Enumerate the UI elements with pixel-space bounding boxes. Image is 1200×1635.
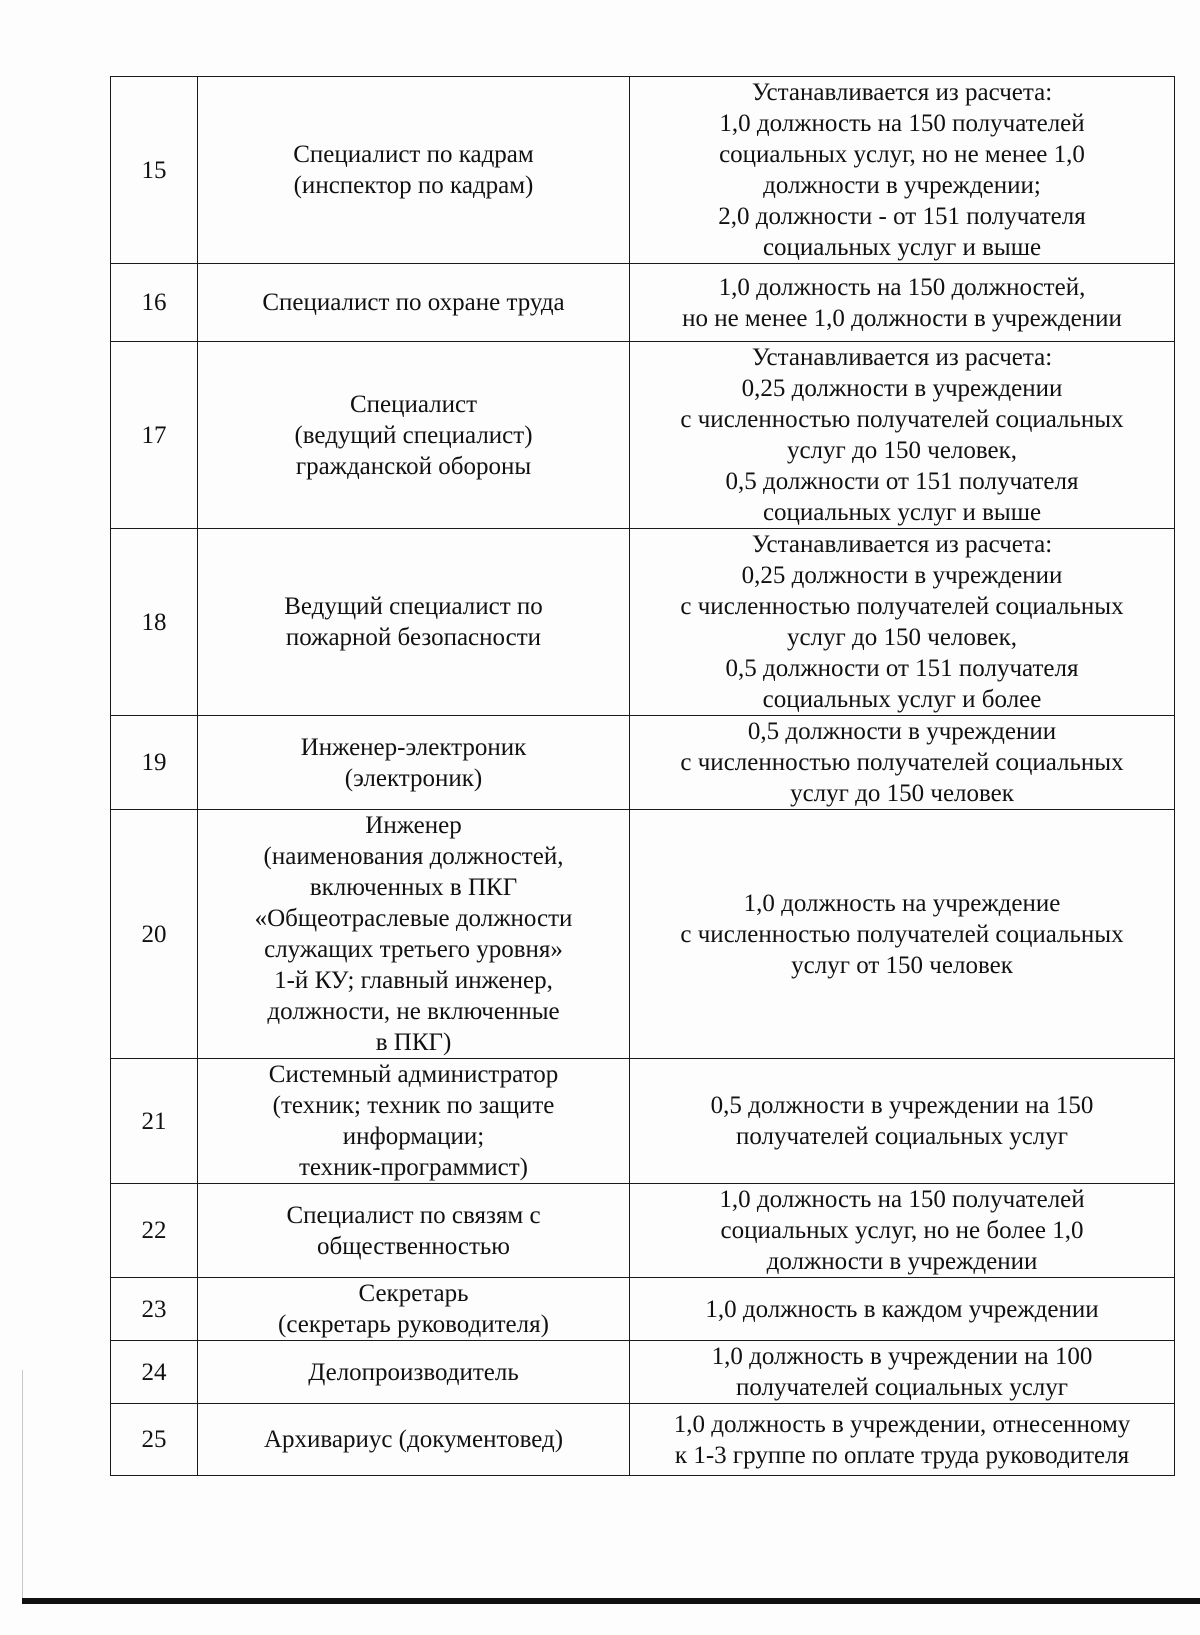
position-text-line: Архивариус (документовед) — [263, 1426, 564, 1453]
row-number-cell: 20 — [111, 810, 198, 1059]
norm-cell — [630, 529, 1175, 716]
norm-text-line: Устанавливается из расчета: — [751, 531, 1053, 558]
position-cell — [198, 810, 630, 1059]
norm-text-line: 0,5 должности от 151 получателя — [725, 655, 1079, 682]
position-cell — [198, 1184, 630, 1278]
position-text-line: включенных в ПКГ — [309, 874, 518, 901]
position-text-line: «Общеотраслевые должности — [254, 905, 573, 932]
position-cell — [198, 1278, 630, 1341]
row-number-cell: 25 — [111, 1404, 198, 1476]
norm-text-line: получателей социальных услуг — [735, 1374, 1069, 1401]
position-cell — [198, 1341, 630, 1404]
position-cell — [198, 342, 630, 529]
position-text-line: общественностью — [317, 1232, 510, 1260]
position-text-line: Специалист — [349, 390, 478, 418]
position-text-line: гражданской обороны — [295, 452, 532, 480]
table-row — [111, 529, 1175, 716]
position-text-line: (наименования должностей, — [263, 843, 564, 870]
norm-text-line: 1,0 должность в каждом учреждении — [705, 1295, 1099, 1323]
norm-text-line: с численностью получателей социальных — [680, 749, 1124, 776]
position-text-line: 1-й КУ; главный инженер, — [274, 967, 553, 994]
norm-cell — [630, 77, 1175, 264]
norm-cell — [630, 716, 1175, 810]
table-body — [111, 77, 1175, 1476]
position-text-line: информации; — [342, 1123, 485, 1150]
row-number-cell: 22 — [111, 1184, 198, 1278]
norm-text-line: 1,0 должность в учреждении на 100 — [711, 1343, 1093, 1370]
norm-text-line: но не менее 1,0 должности в учреждении — [682, 304, 1122, 332]
norm-text-line: Устанавливается из расчета: — [751, 79, 1053, 106]
table-row — [111, 810, 1175, 1059]
norm-cell — [630, 810, 1175, 1059]
position-text-line: пожарной безопасности — [285, 624, 542, 651]
norm-text-line: получателей социальных услуг — [735, 1123, 1069, 1150]
norm-text-line: 0,25 должности в учреждении — [741, 562, 1063, 589]
position-text-line: должности, не включенные — [267, 998, 560, 1025]
norm-cell — [630, 1184, 1175, 1278]
position-cell — [198, 264, 630, 342]
position-text-line: техник-программист) — [298, 1154, 529, 1181]
norm-text-line: 0,5 должности в учреждении — [747, 718, 1057, 745]
norm-text-line: 1,0 должность в учреждении, отнесенному — [673, 1410, 1131, 1438]
position-text-line: Инженер — [365, 812, 462, 839]
norm-text-line: к 1-3 группе по оплате труда руководителя — [674, 1441, 1130, 1469]
norm-cell — [630, 1404, 1175, 1476]
norm-text-line: 1,0 должность на 150 получателей — [719, 1186, 1085, 1213]
row-number-cell: 18 — [111, 529, 198, 716]
table-row — [111, 1059, 1175, 1184]
norm-text-line: с численностью получателей социальных — [680, 920, 1124, 948]
norm-cell — [630, 1341, 1175, 1404]
row-number-cell: 16 — [111, 264, 198, 342]
norm-text-line: Устанавливается из расчета: — [751, 344, 1053, 371]
scan-bottom-edge — [22, 1598, 1200, 1604]
row-number-cell: 21 — [111, 1059, 198, 1184]
position-text-line: Специалист по связям с — [286, 1201, 541, 1229]
norm-text-line: 1,0 должность на 150 должностей, — [718, 273, 1086, 301]
norm-text-line: 0,5 должности в учреждении на 150 — [710, 1092, 1094, 1119]
row-number-cell: 24 — [111, 1341, 198, 1404]
position-text-line: (секретарь руководителя) — [278, 1311, 549, 1338]
position-text-line: (техник; техник по защите — [272, 1092, 555, 1119]
row-number-cell: 17 — [111, 342, 198, 529]
norm-text-line: социальных услуг и выше — [762, 234, 1042, 261]
norm-text-line: услуг до 150 человек, — [786, 624, 1018, 651]
scan-edge-line — [22, 1370, 23, 1600]
norm-text-line: услуг до 150 человек, — [786, 437, 1018, 464]
row-number-cell: 23 — [111, 1278, 198, 1341]
norm-text-line: социальных услуг, но не более 1,0 — [720, 1217, 1084, 1244]
position-text-line: в ПКГ) — [375, 1029, 452, 1056]
norm-text-line: 0,25 должности в учреждении — [741, 375, 1063, 402]
norm-text-line: услуг от 150 человек — [791, 951, 1013, 979]
row-number-cell: 19 — [111, 716, 198, 810]
norm-text-line: 1,0 должность на учреждение — [743, 889, 1061, 917]
position-text-line: Инженер-электроник — [300, 733, 527, 761]
position-cell — [198, 1404, 630, 1476]
norm-text-line: с численностью получателей социальных — [680, 406, 1124, 433]
table-row — [111, 77, 1175, 264]
norm-text-line: 0,5 должности от 151 получателя — [725, 468, 1079, 495]
table-row — [111, 1404, 1175, 1476]
norm-cell — [630, 342, 1175, 529]
table-row — [111, 1341, 1175, 1404]
norm-text-line: социальных услуг, но не менее 1,0 — [719, 141, 1085, 168]
table-row — [111, 716, 1175, 810]
norm-text-line: с численностью получателей социальных — [680, 593, 1124, 620]
position-cell — [198, 529, 630, 716]
position-text-line: Специалист по охране труда — [262, 289, 565, 316]
position-text-line: (ведущий специалист) — [294, 421, 533, 449]
norm-cell — [630, 1059, 1175, 1184]
norm-text-line: 1,0 должность на 150 получателей — [719, 110, 1085, 137]
norm-text-line: социальных услуг и выше — [762, 499, 1042, 526]
staffing-norms-table — [110, 76, 1175, 1476]
row-number-cell: 15 — [111, 77, 198, 264]
norm-text-line: социальных услуг и более — [762, 686, 1042, 713]
position-text-line: (инспектор по кадрам) — [293, 172, 534, 199]
position-cell — [198, 77, 630, 264]
position-text-line: Секретарь — [358, 1280, 469, 1307]
table-row — [111, 1184, 1175, 1278]
position-text-line: (электроник) — [344, 764, 483, 792]
table-row — [111, 342, 1175, 529]
norm-cell — [630, 264, 1175, 342]
position-text-line: Делопроизводитель — [308, 1358, 519, 1386]
position-text-line: Специалист по кадрам — [293, 141, 534, 168]
position-cell — [198, 1059, 630, 1184]
norm-text-line: услуг до 150 человек — [790, 780, 1014, 807]
position-text-line: Ведущий специалист по — [284, 593, 543, 620]
position-text-line: Системный администратор — [268, 1061, 559, 1088]
table-row — [111, 264, 1175, 342]
norm-text-line: должности в учреждении — [766, 1248, 1038, 1275]
position-cell — [198, 716, 630, 810]
norm-cell — [630, 1278, 1175, 1341]
position-text-line: служащих третьего уровня» — [264, 936, 563, 963]
norm-text-line: должности в учреждении; — [763, 172, 1041, 199]
table-row — [111, 1278, 1175, 1341]
norm-text-line: 2,0 должности - от 151 получателя — [718, 203, 1086, 230]
